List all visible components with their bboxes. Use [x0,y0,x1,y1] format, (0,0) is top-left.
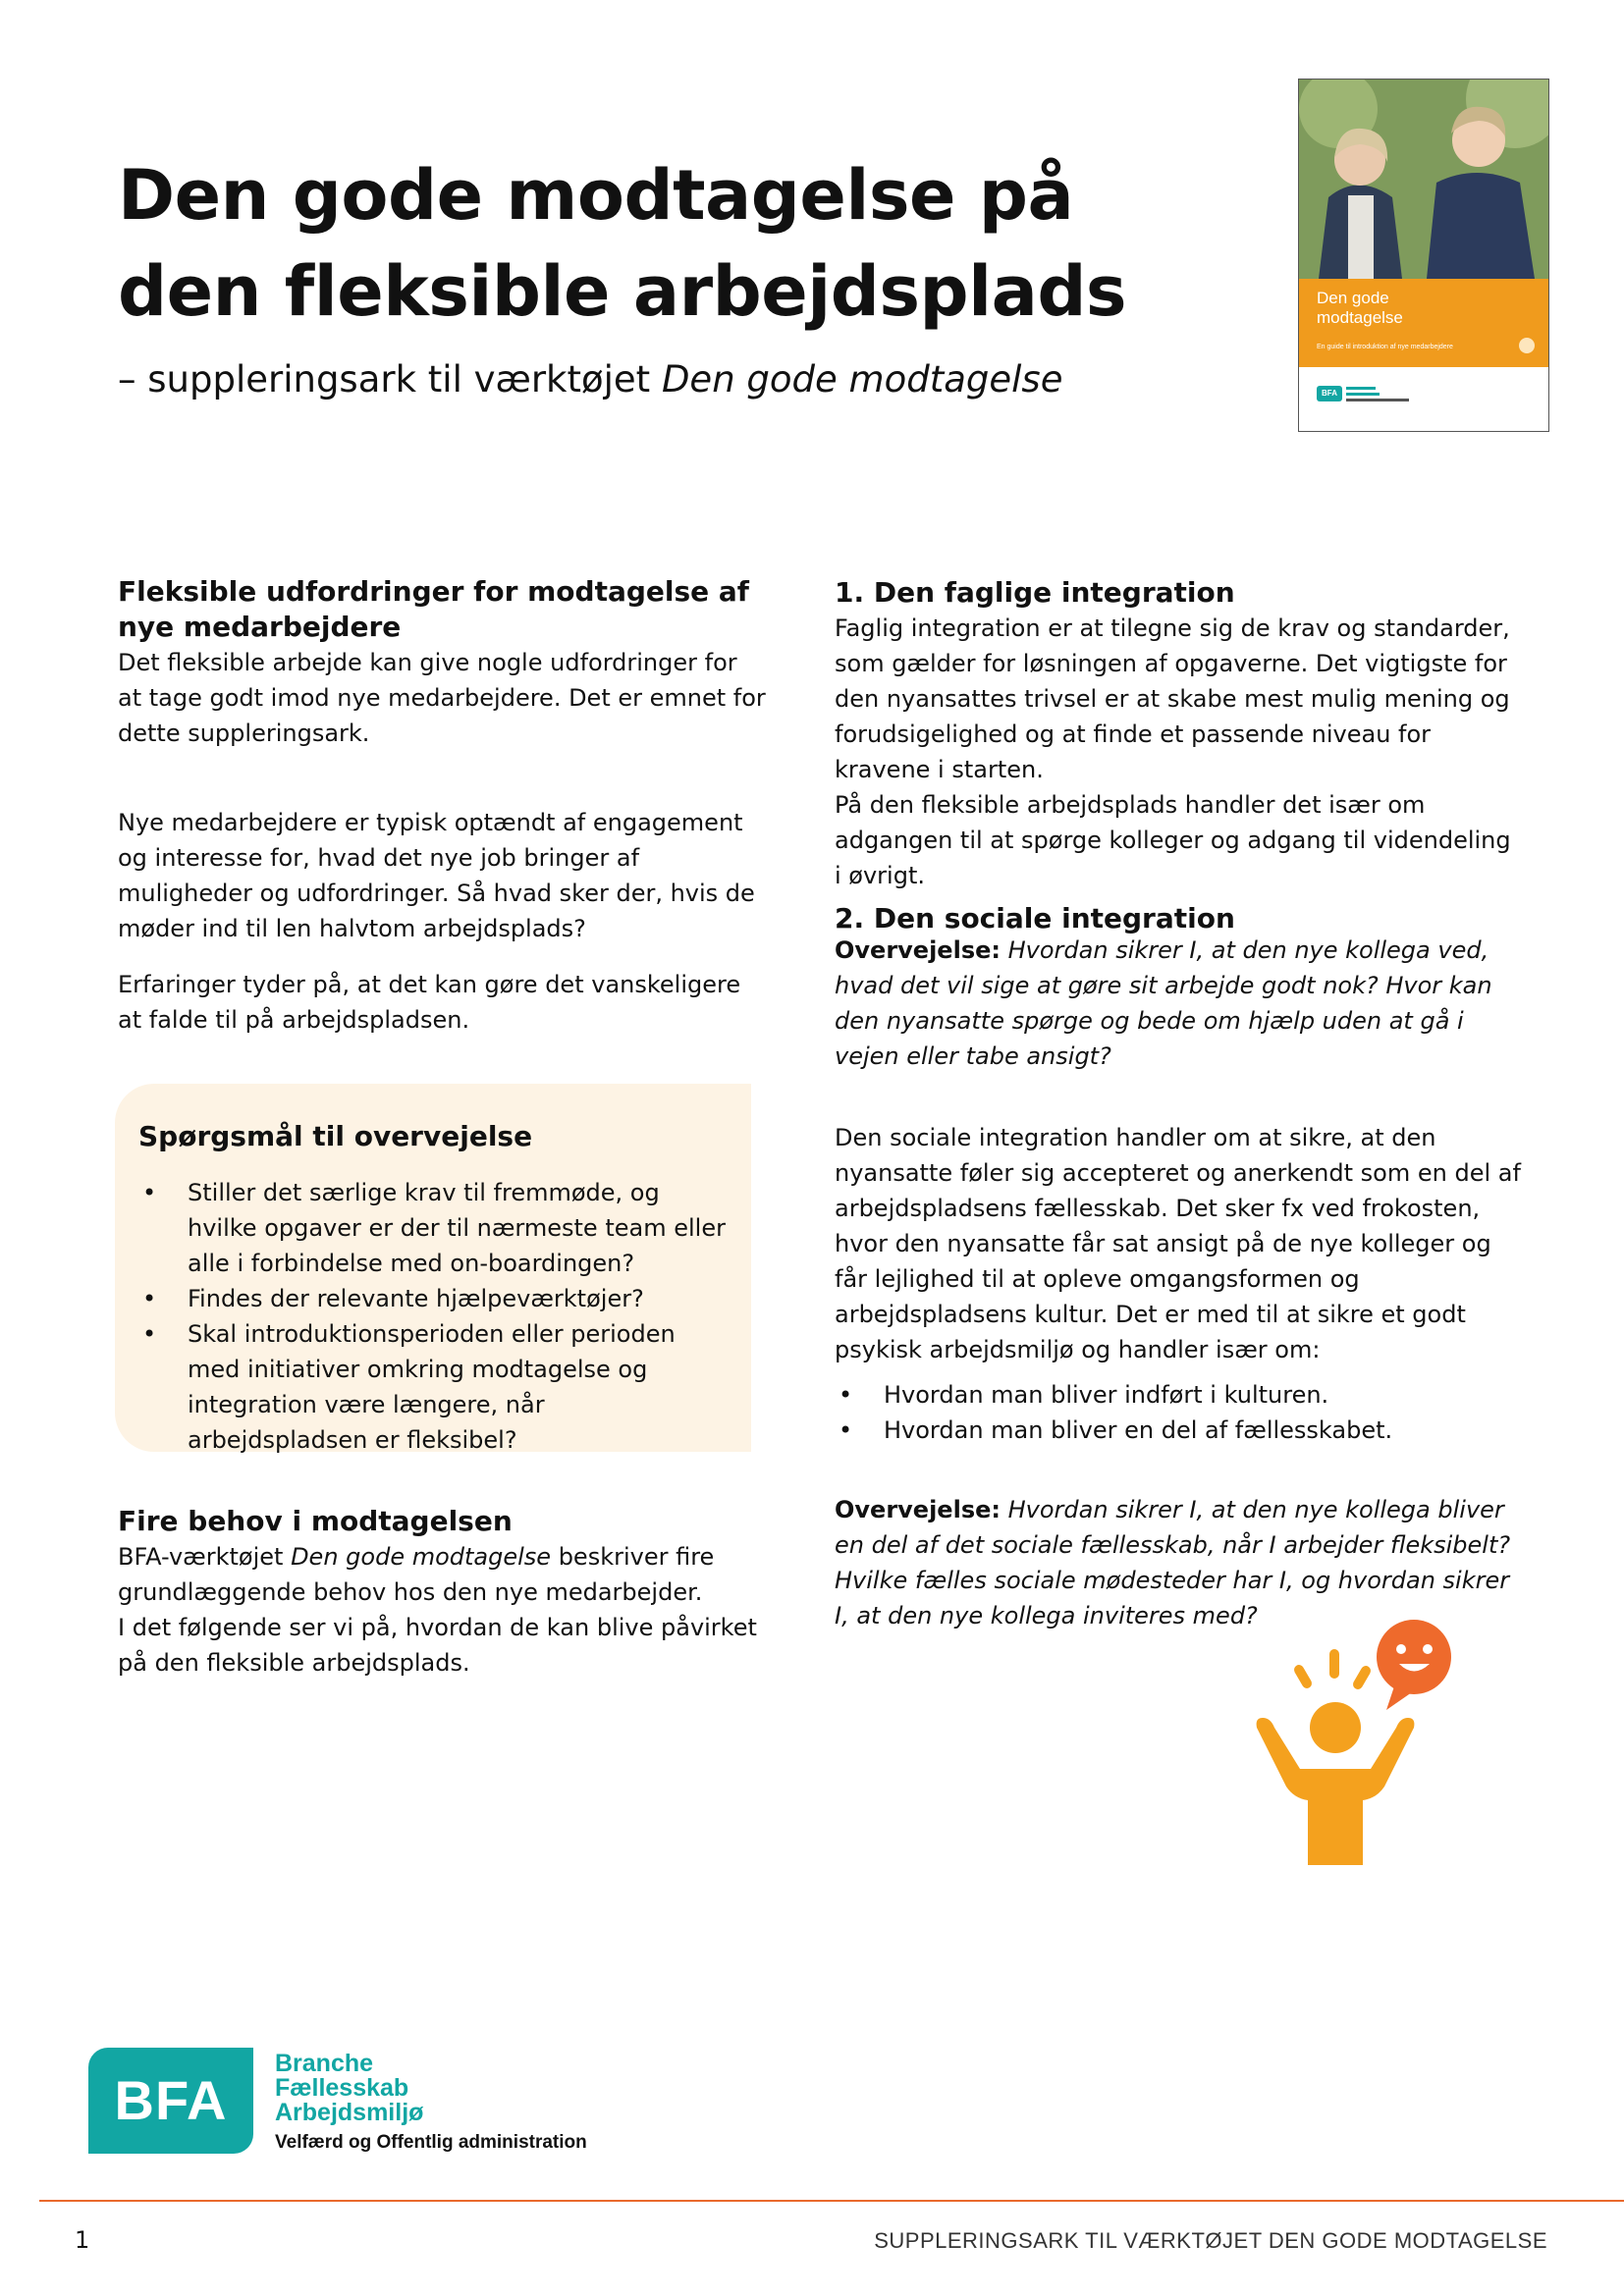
paragraph: Nye medarbejdere er typisk optændt af engagement og interesse for, hvad det nye job bringer af muligheder og udfordringer. Så hvad sker der, hvis de møder ind til len halvtom arbejdsplads? [118,809,755,942]
consideration-note: Overvejelse: Hvordan sikrer I, at den nye kollega ved, hvad det vil sige at gøre sit arbejde godt nok? Hvor kan den nyansatte spørge og bede om hjælp uden at gå i vejen eller tabe ansigt? [835,936,1492,1070]
subtitle-prefix: – suppleringsark til værktøjet [118,358,662,400]
page-number: 1 [75,2226,90,2254]
cover-logo: BFA [1317,386,1342,401]
social-consideration [835,1492,1522,1633]
paragraph-new-employees [118,805,766,946]
paragraph: BFA-værktøjet Den gode modtagelse beskriver fire grundlæggende behov hos den nye medarbejder. [118,1543,715,1606]
social-list [835,1377,1522,1448]
footer-title: SUPPLERINGSARK TIL VÆRKTØJET DEN GODE MODTAGELSE [874,2228,1547,2253]
paragraph-experiences [118,967,766,1038]
paragraph: På den fleksible arbejdsplads handler det især om adgangen til at spørge kolleger og adgang til videndeling i øvrigt. [835,791,1511,889]
questions-heading: Spørgsmål til overvejelse [138,1120,533,1152]
happy-person-icon [1247,1620,1502,1875]
list-item: • Findes der relevante hjælpeværktøjer? [138,1281,728,1316]
paragraph: Det fleksible arbejde kan give nogle udfordringer for at tage godt imod nye medarbejdere. Det er emnet for dette suppleringsark. [118,649,766,747]
page-title [118,147,1247,340]
section-four-needs [118,1504,766,1681]
logo-subtitle: Velfærd og Offentlig administration [275,2132,587,2153]
section-professional-integration [835,575,1522,1074]
section-heading: Fire behov i modtagelsen [118,1505,513,1537]
section-social-integration [835,1079,1522,1448]
section-flexible-challenges [118,574,766,751]
list-item: • Stiller det særlige krav til fremmøde, og hvilke opgaver er der til nærmeste team eller alle i forbindelse med on-boardingen? [138,1175,728,1281]
list-item: • Skal introduktionsperioden eller perioden med initiativer omkring modtagelse og integration være længere, når arbejdspladsen er fleksibel? [138,1316,728,1458]
subtitle-italic: Den gode modtagelse [661,358,1063,400]
logo-names: Branche Fællesskab Arbejdsmiljø [275,2050,424,2126]
brochure-cover-image [1298,79,1549,432]
paragraph: Den sociale integration handler om at sikre, at den nyansatte føler sig accepteret og anerkendt som en del af arbejdspladsens fællesskab. Det sker fx ved frokosten, hvor den nyansatte får sat ansigt på de nye kolleger og får lejlighed til at opleve omgangsformen og arbejdspladsens kultur. Det er med til at sikre et godt psykisk arbejdsmiljø og handler især om: [835,1124,1521,1363]
paragraph: I det følgende ser vi på, hvordan de kan blive påvirket på den fleksible arbejdsplads. [118,1614,757,1677]
paragraph: Faglig integration er at tilegne sig de krav og standarder, som gælder for løsningen af opgaverne. Det vigtigste for den nyansattes trivsel er at skabe mest mulig mening og forudsigelighed og at finde et passende niveau for kravene i starten. [835,614,1510,783]
page-subtitle [118,355,1062,404]
questions-box [115,1084,751,1452]
title-line-2: den fleksible arbejdsplads [118,251,1127,332]
list-item: • Hvordan man bliver indført i kulturen. [835,1377,1522,1413]
section-heading: 1. Den faglige integration [835,576,1235,609]
questions-list [138,1175,728,1458]
title-line-1: Den gode modtagelse på [118,155,1074,236]
cover-logo-text-lines [1346,387,1415,404]
list-item: • Hvordan man bliver en del af fællesskabet. [835,1413,1522,1448]
logo-badge: BFA [88,2048,253,2154]
cover-title: Den gode modtagelse [1317,289,1403,327]
section-social-integration-heading [835,901,1522,936]
paragraph: Erfaringer tyder på, at det kan gøre det vanskeligere at falde til på arbejdspladsen. [118,971,741,1034]
section-heading: 2. Den sociale integration [835,902,1235,934]
footer-divider [39,2200,1624,2202]
cover-dot-icon [1519,338,1535,353]
cover-title-band [1299,279,1548,367]
consideration-note: Overvejelse: Hvordan sikrer I, at den nye kollega bliver en del af det sociale fællesskab, når I arbejder fleksibelt? Hvilke fælles sociale mødesteder har I, og hvordan sikrer I, at den nye kollega inviteres med? [835,1496,1511,1629]
cover-subtitle: En guide til introduktion af nye medarbejdere [1317,344,1453,350]
section-heading: Fleksible udfordringer for modtagelse af nye medarbejdere [118,575,749,643]
cover-photo [1299,80,1548,279]
